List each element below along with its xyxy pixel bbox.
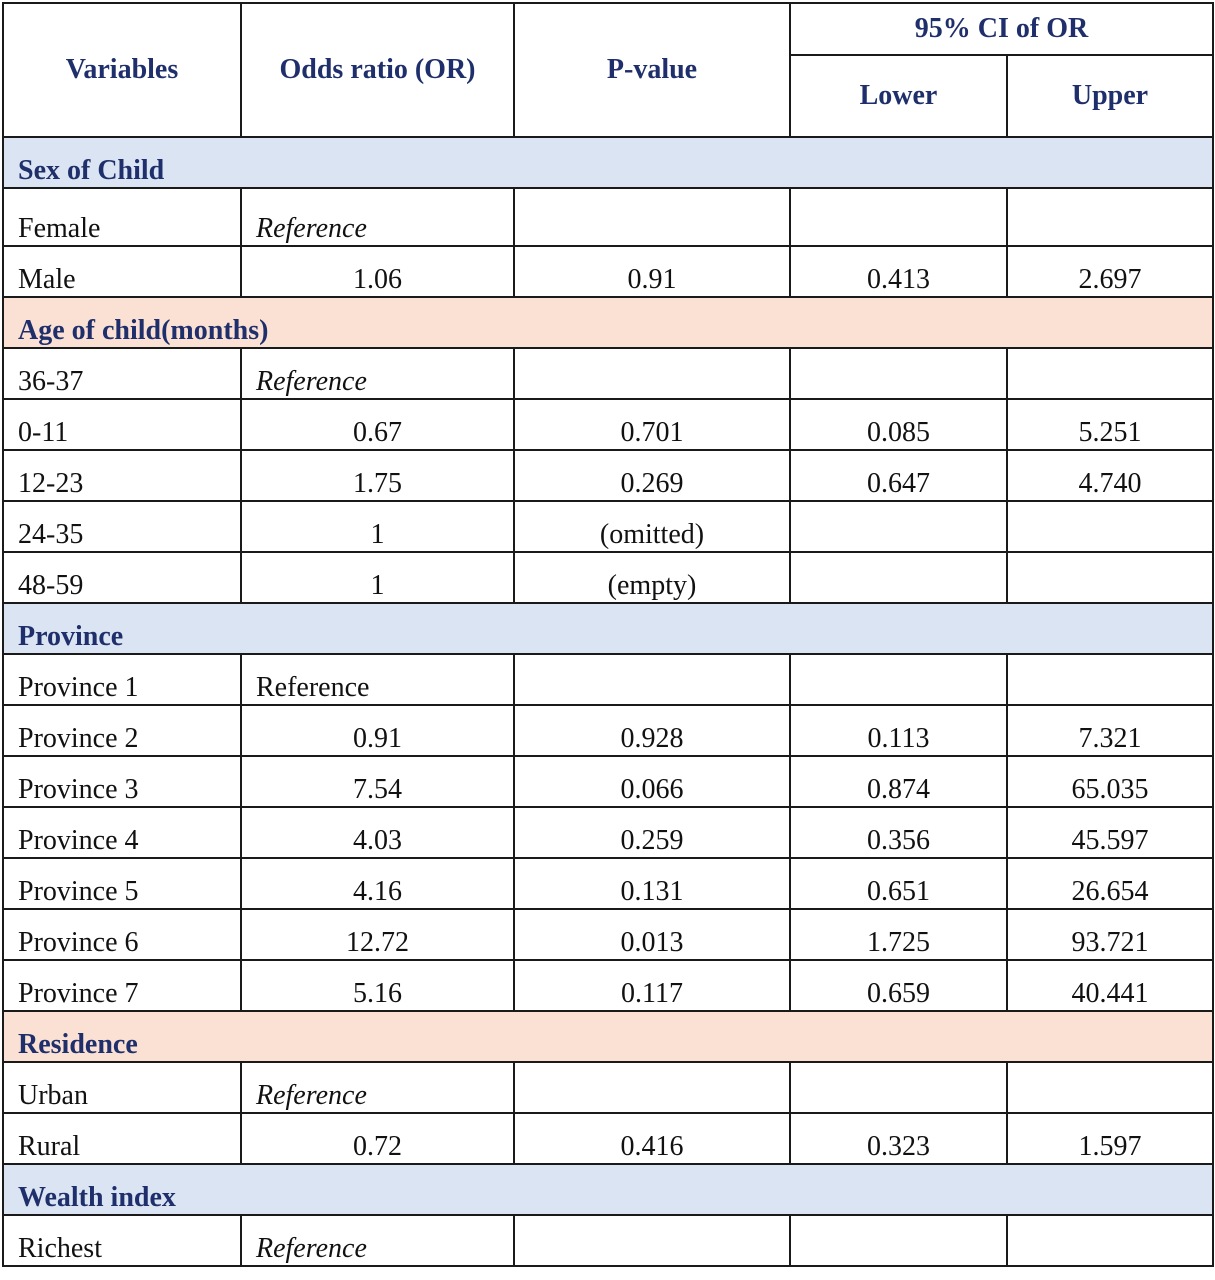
ci-lower-cell: 1.725 bbox=[790, 909, 1007, 960]
ci-upper-cell bbox=[1007, 552, 1213, 603]
ci-lower-cell: 0.085 bbox=[790, 399, 1007, 450]
row-label: 12-23 bbox=[3, 450, 241, 501]
section-title: Age of child(months) bbox=[3, 297, 1213, 348]
table-row bbox=[3, 960, 1213, 1011]
p-value-cell bbox=[514, 348, 790, 399]
ci-upper-cell bbox=[1007, 188, 1213, 246]
ci-lower-cell: 0.413 bbox=[790, 246, 1007, 297]
odds-ratio-cell: Reference bbox=[241, 654, 514, 705]
row-label: Urban bbox=[3, 1062, 241, 1113]
header-upper: Upper bbox=[1007, 55, 1213, 137]
ci-upper-cell bbox=[1007, 1215, 1213, 1266]
odds-ratio-cell: 0.72 bbox=[241, 1113, 514, 1164]
p-value-cell: 0.066 bbox=[514, 756, 790, 807]
odds-ratio-cell: 1.75 bbox=[241, 450, 514, 501]
table-row bbox=[3, 705, 1213, 756]
ci-lower-cell: 0.356 bbox=[790, 807, 1007, 858]
row-label: Male bbox=[3, 246, 241, 297]
p-value-cell: 0.91 bbox=[514, 246, 790, 297]
row-label: 0-11 bbox=[3, 399, 241, 450]
odds-ratio-cell: 4.03 bbox=[241, 807, 514, 858]
odds-ratio-cell: 12.72 bbox=[241, 909, 514, 960]
ci-upper-cell: 7.321 bbox=[1007, 705, 1213, 756]
row-label: 36-37 bbox=[3, 348, 241, 399]
ci-lower-cell bbox=[790, 1062, 1007, 1113]
row-label: Province 2 bbox=[3, 705, 241, 756]
table-row bbox=[3, 501, 1213, 552]
p-value-cell bbox=[514, 188, 790, 246]
p-value-cell: 0.117 bbox=[514, 960, 790, 1011]
section-row-wealth bbox=[3, 1164, 1213, 1215]
p-value-cell: (empty) bbox=[514, 552, 790, 603]
odds-ratio-cell: 4.16 bbox=[241, 858, 514, 909]
row-label: Female bbox=[3, 188, 241, 246]
table-row bbox=[3, 654, 1213, 705]
ci-upper-cell: 2.697 bbox=[1007, 246, 1213, 297]
odds-ratio-cell: 5.16 bbox=[241, 960, 514, 1011]
section-title: Wealth index bbox=[3, 1164, 1213, 1215]
section-row-sex bbox=[3, 137, 1213, 188]
odds-ratio-cell: 1 bbox=[241, 552, 514, 603]
ci-lower-cell bbox=[790, 348, 1007, 399]
section-title: Sex of Child bbox=[3, 137, 1213, 188]
ci-lower-cell: 0.659 bbox=[790, 960, 1007, 1011]
odds-ratio-cell: 0.91 bbox=[241, 705, 514, 756]
table-row bbox=[3, 1062, 1213, 1113]
odds-ratio-cell: Reference bbox=[241, 1215, 514, 1266]
table-row bbox=[3, 188, 1213, 246]
ci-lower-cell: 0.113 bbox=[790, 705, 1007, 756]
row-label: 24-35 bbox=[3, 501, 241, 552]
p-value-cell bbox=[514, 1062, 790, 1113]
p-value-cell: 0.928 bbox=[514, 705, 790, 756]
p-value-cell: 0.259 bbox=[514, 807, 790, 858]
row-label: Province 6 bbox=[3, 909, 241, 960]
ci-upper-cell: 26.654 bbox=[1007, 858, 1213, 909]
table-row bbox=[3, 348, 1213, 399]
p-value-cell: 0.701 bbox=[514, 399, 790, 450]
ci-lower-cell: 0.874 bbox=[790, 756, 1007, 807]
row-label: Province 4 bbox=[3, 807, 241, 858]
ci-lower-cell bbox=[790, 552, 1007, 603]
ci-upper-cell: 4.740 bbox=[1007, 450, 1213, 501]
header-ci-group: 95% CI of OR bbox=[790, 3, 1213, 55]
ci-upper-cell bbox=[1007, 654, 1213, 705]
table-row bbox=[3, 807, 1213, 858]
table-row bbox=[3, 909, 1213, 960]
section-title: Residence bbox=[3, 1011, 1213, 1062]
section-row-residence bbox=[3, 1011, 1213, 1062]
ci-lower-cell bbox=[790, 501, 1007, 552]
odds-ratio-cell: 0.67 bbox=[241, 399, 514, 450]
p-value-cell: 0.013 bbox=[514, 909, 790, 960]
ci-lower-cell: 0.647 bbox=[790, 450, 1007, 501]
p-value-cell bbox=[514, 654, 790, 705]
odds-ratio-cell: 1 bbox=[241, 501, 514, 552]
p-value-cell bbox=[514, 1215, 790, 1266]
odds-ratio-cell: 7.54 bbox=[241, 756, 514, 807]
ci-upper-cell: 93.721 bbox=[1007, 909, 1213, 960]
ci-upper-cell: 40.441 bbox=[1007, 960, 1213, 1011]
row-label: Province 1 bbox=[3, 654, 241, 705]
table-row bbox=[3, 552, 1213, 603]
ci-upper-cell bbox=[1007, 501, 1213, 552]
ci-upper-cell bbox=[1007, 1062, 1213, 1113]
ci-upper-cell: 5.251 bbox=[1007, 399, 1213, 450]
table-row bbox=[3, 246, 1213, 297]
odds-ratio-cell: Reference bbox=[241, 348, 514, 399]
ci-lower-cell bbox=[790, 654, 1007, 705]
p-value-cell: 0.131 bbox=[514, 858, 790, 909]
row-label: Province 5 bbox=[3, 858, 241, 909]
ci-upper-cell: 1.597 bbox=[1007, 1113, 1213, 1164]
table-row bbox=[3, 1113, 1213, 1164]
ci-upper-cell: 45.597 bbox=[1007, 807, 1213, 858]
row-label: Rural bbox=[3, 1113, 241, 1164]
p-value-cell: 0.269 bbox=[514, 450, 790, 501]
odds-ratio-cell: Reference bbox=[241, 1062, 514, 1113]
row-label: 48-59 bbox=[3, 552, 241, 603]
header-lower: Lower bbox=[790, 55, 1007, 137]
ci-lower-cell bbox=[790, 1215, 1007, 1266]
header-odds-ratio: Odds ratio (OR) bbox=[241, 3, 514, 137]
ci-lower-cell: 0.651 bbox=[790, 858, 1007, 909]
header-variables: Variables bbox=[3, 3, 241, 137]
ci-lower-cell: 0.323 bbox=[790, 1113, 1007, 1164]
section-row-age bbox=[3, 297, 1213, 348]
header-p-value: P-value bbox=[514, 3, 790, 137]
ci-upper-cell bbox=[1007, 348, 1213, 399]
row-label: Richest bbox=[3, 1215, 241, 1266]
ci-upper-cell: 65.035 bbox=[1007, 756, 1213, 807]
row-label: Province 3 bbox=[3, 756, 241, 807]
section-title: Province bbox=[3, 603, 1213, 654]
table-row bbox=[3, 450, 1213, 501]
table-row bbox=[3, 756, 1213, 807]
odds-ratio-cell: Reference bbox=[241, 188, 514, 246]
table-row bbox=[3, 399, 1213, 450]
odds-ratio-cell: 1.06 bbox=[241, 246, 514, 297]
odds-ratio-table bbox=[2, 2, 1214, 1267]
table-row bbox=[3, 1215, 1213, 1266]
ci-lower-cell bbox=[790, 188, 1007, 246]
p-value-cell: 0.416 bbox=[514, 1113, 790, 1164]
row-label: Province 7 bbox=[3, 960, 241, 1011]
section-row-province bbox=[3, 603, 1213, 654]
p-value-cell: (omitted) bbox=[514, 501, 790, 552]
table-row bbox=[3, 858, 1213, 909]
